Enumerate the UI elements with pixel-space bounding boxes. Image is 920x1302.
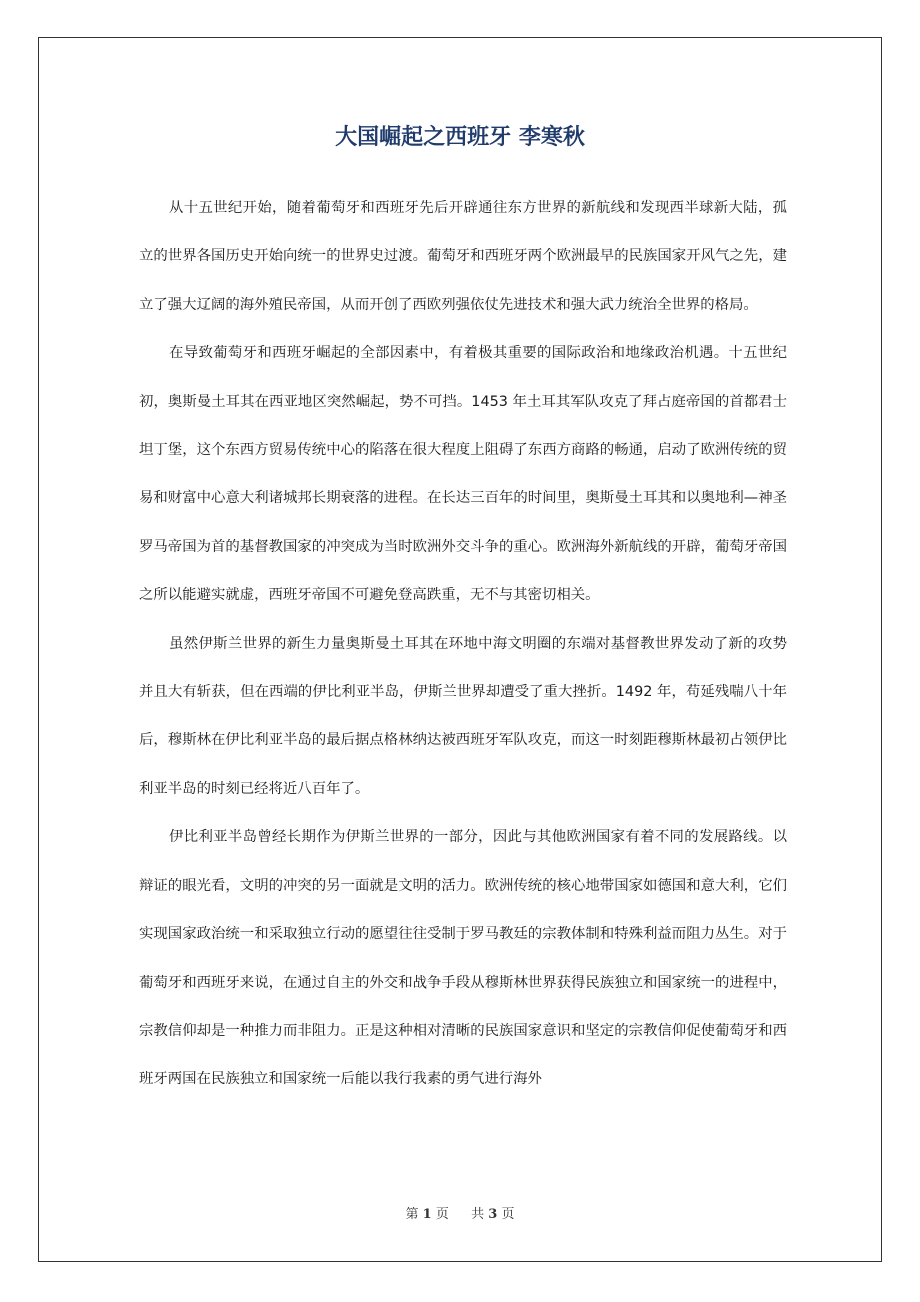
page-footer <box>0 1205 920 1225</box>
document-title: 大国崛起之西班牙 李寒秋 <box>335 125 585 150</box>
page-number: 1 <box>422 1207 432 1222</box>
total-pages: 3 <box>488 1207 498 1222</box>
paragraph-3: 虽然伊斯兰世界的新生力量奥斯曼土耳其在环地中海文明圈的东端对基督教世界发动了新的攻势并且大有斩获，但在西端的伊比利亚半岛，伊斯兰世界却遭受了重大挫折。1492 年，苟延残喘八十年后，穆斯林在伊比利亚半岛的最后据点格林纳达被西班牙军队攻克，而这一时刻距穆斯林最初占领伊比利亚半岛的时刻已经将近八百年了。 <box>139 635 787 797</box>
document-body <box>139 184 787 1104</box>
paragraph-4: 伊比利亚半岛曾经长期作为伊斯兰世界的一部分，因此与其他欧洲国家有着不同的发展路线。以辩证的眼光看，文明的冲突的另一面就是文明的活力。欧洲传统的核心地带国家如德国和意大利，它们实现国家政治统一和采取独立行动的愿望往往受制于罗马教廷的宗教体制和特殊利益而阻力丛生。对于葡萄牙和西班牙来说，在通过自主的外交和战争手段从穆斯林世界获得民族独立和国家统一的进程中，宗教信仰却是一种推力而非阻力。正是这种相对清晰的民族国家意识和坚定的宗教信仰促使葡萄牙和西班牙两国在民族独立和国家统一后能以我行我素的勇气进行海外 <box>139 829 787 1088</box>
total-prefix: 共 <box>471 1207 485 1222</box>
page-prefix: 第 <box>405 1207 419 1222</box>
paragraph-1: 从十五世纪开始，随着葡萄牙和西班牙先后开辟通往东方世界的新航线和发现西半球新大陆，孤立的世界各国历史开始向统一的世界史过渡。葡萄牙和西班牙两个欧洲最早的民族国家开风气之先，建立了强大辽阔的海外殖民帝国，从而开创了西欧列强依仗先进技术和强大武力统治全世界的格局。 <box>139 200 787 313</box>
page-unit: 页 <box>435 1207 449 1222</box>
paragraph-2: 在导致葡萄牙和西班牙崛起的全部因素中，有着极其重要的国际政治和地缘政治机遇。十五世纪初，奥斯曼土耳其在西亚地区突然崛起，势不可挡。1453 年土耳其军队攻克了拜占庭帝国的首都君士坦丁堡，这个东西方贸易传统中心的陷落在很大程度上阻碍了东西方商路的畅通，启动了欧洲传统的贸易和财富中心意大利诸城邦长期衰落的进程。在长达三百年的时间里，奥斯曼土耳其和以奥地利—神圣罗马帝国为首的基督教国家的冲突成为当时欧洲外交斗争的重心。欧洲海外新航线的开辟，葡萄牙帝国之所以能避实就虚，西班牙帝国不可避免登高跌重，无不与其密切相关。 <box>139 345 787 604</box>
total-unit: 页 <box>501 1207 515 1222</box>
